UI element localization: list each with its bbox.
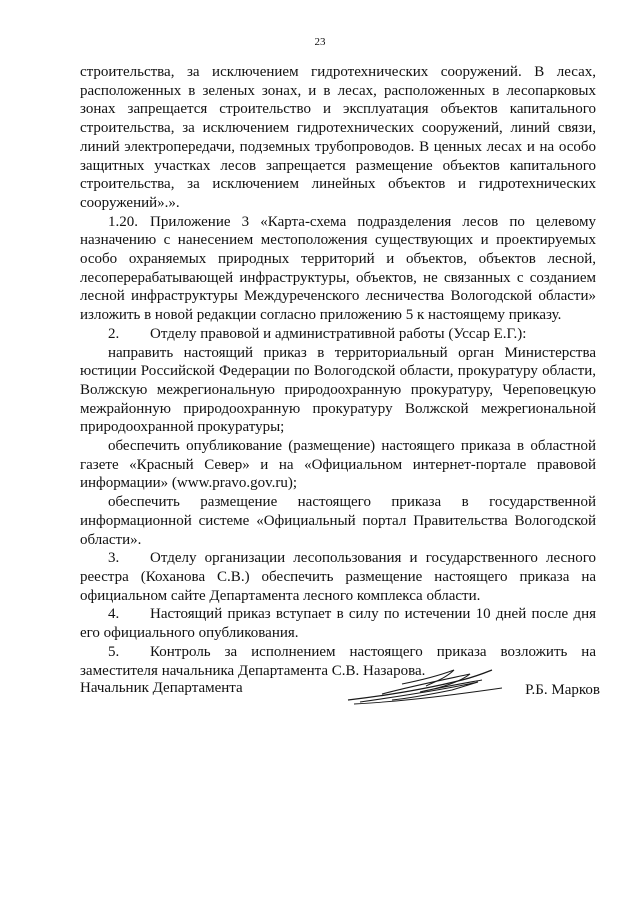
paragraph-number: 1.20.: [108, 213, 138, 230]
paragraph-text: Контроль за исполнением настоящего приказа возложить на заместителя начальника Департамента С.В. Назарова.: [80, 643, 596, 679]
paragraph-number: 5.: [108, 643, 120, 660]
paragraph-text: Приложение 3 «Карта-схема подразделения лесов по целевому назначению с нанесением местоположения существующих и проектируемых особо охраняемых природных территорий и объектов, объектов лесной, лесоперерабатывающей инфраструктуры, объектов, не связанных с созданием лесной инфраструктуры Междуреченского лесничества Вологодской области» изложить в новой редакции согласно приложению 5 к настоящему приказу.: [80, 213, 596, 324]
paragraph-4: [80, 605, 596, 642]
paragraph-3: [80, 549, 596, 605]
paragraph-text: обеспечить размещение настоящего приказа в государственной информационной системе «Официальный портал Правительства Вологодской области».: [80, 494, 596, 548]
paragraph-number: 3.: [108, 550, 120, 567]
paragraph-text: обеспечить опубликование (размещение) настоящего приказа в областной газете «Красный Север» и на «Официальном интернет-портале правовой информации» (www.pravo.gov.ru);: [80, 438, 596, 492]
paragraph-2-send: [80, 344, 596, 438]
signer-position: Начальник Департамента: [80, 680, 243, 696]
handwritten-signature: [342, 660, 512, 710]
paragraph-continuation: [80, 63, 596, 213]
document-body: [80, 63, 596, 680]
page-number: 23: [314, 36, 326, 48]
paragraph-text: Настоящий приказ вступает в силу по истечении 10 дней после дня его официального опубликования.: [80, 606, 596, 642]
signature-block: [80, 660, 600, 720]
paragraph-2-publish: [80, 437, 596, 493]
signer-name: Р.Б. Марков: [525, 682, 600, 698]
paragraph-text: направить настоящий приказ в территориальный орган Министерства юстиции Российской Федерации по Вологодской области, прокуратуру области, Волжскую межрегиональную природоохранную прокуратуру, Череповецкую межрайонную природоохранную прокуратуру Волжской межрегиональной природоохранной прокуратуры;: [80, 344, 596, 436]
paragraph-2-portal: [80, 493, 596, 549]
paragraph-text: Отделу организации лесопользования и государственного лесного реестра (Коханова С.В.) обеспечить размещение настоящего приказа на официальном сайте Департамента лесного комплекса области.: [80, 550, 596, 604]
paragraph-text: Отделу правовой и административной работы (Уссар Е.Г.):: [150, 325, 527, 342]
paragraph-number: 4.: [108, 606, 120, 623]
paragraph-1-20: [80, 213, 596, 325]
paragraph-2: [80, 325, 596, 344]
paragraph-number: 2.: [108, 325, 120, 342]
paragraph-text: строительства, за исключением гидротехнических сооружений. В лесах, расположенных в зеленых зонах, и в лесах, расположенных в лесопарковых зонах запрещается строительство и эксплуатация объектов капитального строительства, за исключением гидротехнических сооружений, линий связи, линий электропередачи, подземных трубопроводов. В ценных лесах и на особо защитных участках лесов запрещается размещение объектов капитального строительства, за исключением линейных объектов и гидротехнических сооружений».».: [80, 64, 596, 211]
